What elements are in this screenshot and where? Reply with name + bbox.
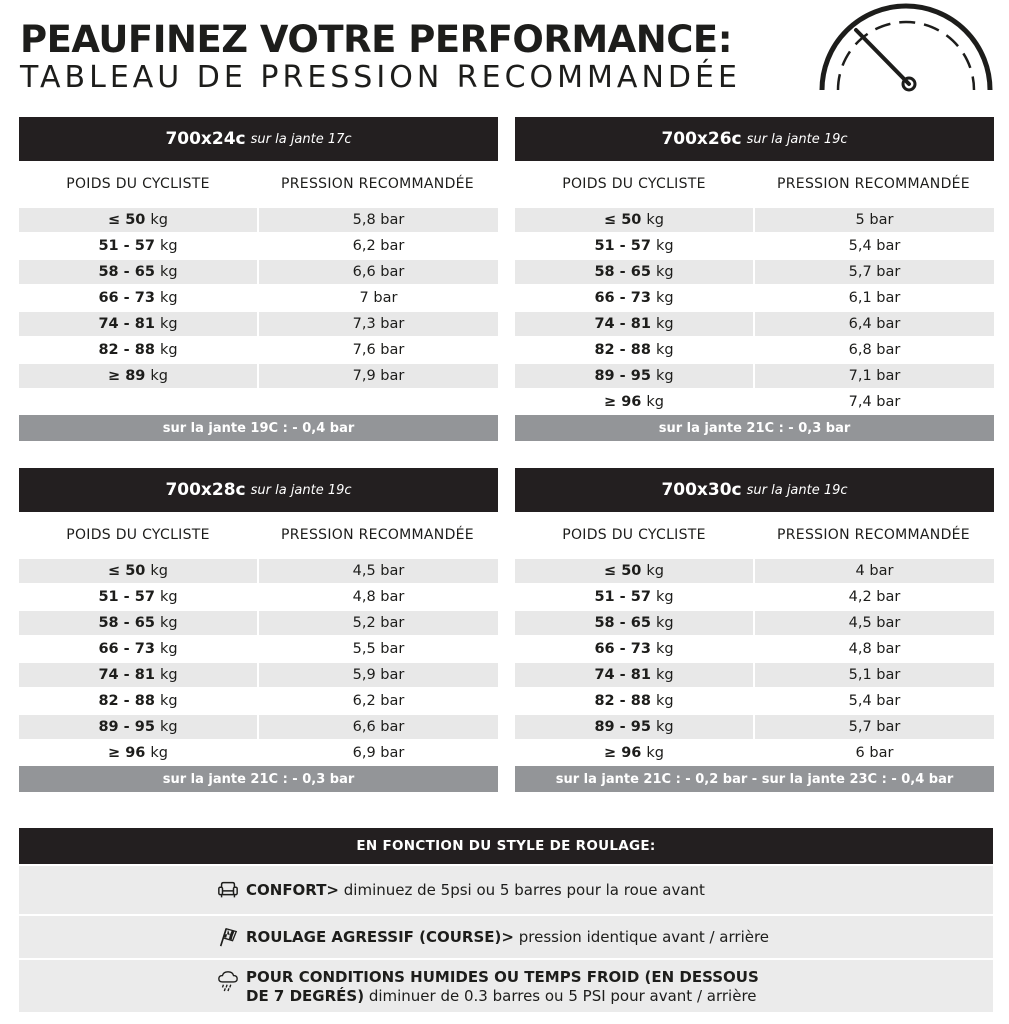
weight-unit: kg bbox=[655, 238, 674, 254]
rim-note: sur la jante 17c bbox=[250, 131, 352, 147]
weight-unit: kg bbox=[655, 589, 674, 605]
col-pressure: PRESSION RECOMMANDÉE bbox=[777, 527, 970, 543]
weight-range: 66 - 73 bbox=[594, 641, 651, 657]
weight-cell bbox=[19, 208, 257, 232]
armchair-icon bbox=[217, 879, 239, 901]
riding-style-panel bbox=[19, 828, 993, 1012]
rim-adjustment-footer: sur la jante 21C : - 0,3 bar bbox=[19, 766, 498, 792]
weight-cell bbox=[19, 663, 257, 687]
col-pressure: PRESSION RECOMMANDÉE bbox=[281, 176, 474, 192]
rain-cloud-icon bbox=[217, 970, 239, 992]
table-header bbox=[515, 468, 994, 512]
weight-range: 66 - 73 bbox=[594, 290, 651, 306]
rim-adjustment-footer: sur la jante 21C : - 0,2 bar - sur la jante 23C : - 0,4 bar bbox=[515, 766, 994, 792]
table-row bbox=[19, 363, 498, 389]
weight-cell bbox=[515, 559, 753, 583]
weight-cell bbox=[19, 741, 257, 765]
pressure-cell: 7 bar bbox=[359, 290, 398, 306]
weight-range: 89 - 95 bbox=[594, 368, 651, 384]
table-header bbox=[515, 117, 994, 161]
column-headers bbox=[19, 512, 498, 558]
weight-unit: kg bbox=[159, 342, 178, 358]
weight-range: ≤ 50 bbox=[604, 563, 642, 579]
weight-range: 58 - 65 bbox=[594, 264, 651, 280]
pressure-cell: 5,7 bar bbox=[755, 715, 994, 739]
pressure-cell: 5,1 bar bbox=[755, 663, 994, 687]
weight-cell bbox=[515, 741, 753, 765]
weight-range: 51 - 57 bbox=[594, 238, 651, 254]
weight-cell bbox=[515, 234, 753, 258]
table-row bbox=[515, 233, 994, 259]
weight-range: ≤ 50 bbox=[108, 563, 146, 579]
weight-cell bbox=[19, 338, 257, 362]
table-row bbox=[19, 285, 498, 311]
table-row bbox=[515, 636, 994, 662]
pressure-table-2 bbox=[19, 468, 498, 792]
table-row bbox=[515, 688, 994, 714]
weight-range: 89 - 95 bbox=[594, 719, 651, 735]
table-row bbox=[515, 662, 994, 688]
weight-range: 74 - 81 bbox=[594, 667, 651, 683]
weight-unit: kg bbox=[655, 290, 674, 306]
weight-cell bbox=[515, 286, 753, 310]
pressure-table-1 bbox=[515, 117, 994, 441]
pressure-cell: 6 bar bbox=[855, 745, 894, 761]
weight-cell bbox=[19, 715, 257, 739]
weight-unit: kg bbox=[646, 745, 664, 761]
pressure-cell: 5,2 bar bbox=[259, 611, 498, 635]
weight-range: 66 - 73 bbox=[98, 641, 155, 657]
pressure-cell: 6,2 bar bbox=[352, 693, 405, 709]
table-row bbox=[515, 610, 994, 636]
table-row bbox=[515, 337, 994, 363]
weight-cell bbox=[19, 364, 257, 388]
style-row-wet-cold bbox=[19, 960, 993, 1012]
pressure-cell: 4,5 bar bbox=[755, 611, 994, 635]
table-row bbox=[515, 714, 994, 740]
weight-range: 51 - 57 bbox=[594, 589, 651, 605]
table-row bbox=[515, 389, 994, 415]
table-row bbox=[19, 337, 498, 363]
table-row bbox=[19, 714, 498, 740]
weight-range: ≤ 50 bbox=[108, 212, 146, 228]
weight-cell bbox=[19, 286, 257, 310]
pressure-cell: 4,5 bar bbox=[259, 559, 498, 583]
column-headers bbox=[19, 161, 498, 207]
riding-style-heading: EN FONCTION DU STYLE DE ROULAGE: bbox=[19, 828, 993, 864]
weight-unit: kg bbox=[159, 290, 178, 306]
weight-cell bbox=[515, 208, 753, 232]
weight-unit: kg bbox=[159, 589, 178, 605]
wet-cold-label-line2: DE 7 DEGRÉS) bbox=[246, 987, 365, 1005]
weight-unit: kg bbox=[150, 368, 168, 384]
table-row bbox=[19, 584, 498, 610]
table-row bbox=[19, 207, 498, 233]
table-row bbox=[515, 259, 994, 285]
pressure-cell: 5,4 bar bbox=[848, 238, 901, 254]
pressure-cell: 5,8 bar bbox=[259, 208, 498, 232]
weight-range: ≥ 96 bbox=[604, 394, 642, 410]
rim-note: sur la jante 19c bbox=[746, 131, 848, 147]
wet-cold-text: diminuer de 0.3 barres ou 5 PSI pour avant / arrière bbox=[368, 987, 757, 1005]
weight-cell bbox=[19, 312, 257, 336]
tire-size: 700x26c bbox=[661, 129, 742, 149]
weight-cell bbox=[515, 585, 753, 609]
table-row bbox=[515, 363, 994, 389]
pressure-cell: 6,1 bar bbox=[848, 290, 901, 306]
weight-unit: kg bbox=[655, 342, 674, 358]
weight-unit: kg bbox=[150, 212, 168, 228]
weight-unit: kg bbox=[655, 667, 674, 683]
weight-unit: kg bbox=[159, 264, 178, 280]
weight-cell bbox=[515, 689, 753, 713]
weight-range: 74 - 81 bbox=[98, 667, 155, 683]
pressure-cell: 5,5 bar bbox=[352, 641, 405, 657]
weight-cell bbox=[19, 559, 257, 583]
table-header bbox=[19, 117, 498, 161]
table-row bbox=[19, 740, 498, 766]
weight-unit: kg bbox=[159, 641, 178, 657]
table-row bbox=[515, 285, 994, 311]
checkered-flag-icon bbox=[217, 926, 239, 948]
weight-range: 82 - 88 bbox=[594, 342, 651, 358]
table-row bbox=[19, 259, 498, 285]
table-row bbox=[515, 558, 994, 584]
pressure-cell: 7,4 bar bbox=[848, 394, 901, 410]
style-row-comfort bbox=[19, 866, 993, 914]
weight-cell bbox=[515, 390, 753, 414]
pressure-cell: 7,1 bar bbox=[755, 364, 994, 388]
weight-range: 89 - 95 bbox=[98, 719, 155, 735]
weight-unit: kg bbox=[150, 745, 168, 761]
table-row bbox=[19, 662, 498, 688]
weight-range: 58 - 65 bbox=[98, 615, 155, 631]
pressure-cell: 5,7 bar bbox=[755, 260, 994, 284]
weight-unit: kg bbox=[655, 719, 674, 735]
weight-range: ≥ 89 bbox=[108, 368, 146, 384]
table-row bbox=[515, 740, 994, 766]
weight-unit: kg bbox=[159, 667, 178, 683]
wet-cold-label-line1: POUR CONDITIONS HUMIDES OU TEMPS FROID (EN DESSOUS bbox=[246, 968, 759, 986]
pressure-cell: 7,6 bar bbox=[352, 342, 405, 358]
tire-size: 700x28c bbox=[165, 480, 246, 500]
weight-cell bbox=[19, 637, 257, 661]
weight-unit: kg bbox=[159, 615, 178, 631]
aggressive-label: ROULAGE AGRESSIF (COURSE)> bbox=[246, 928, 514, 946]
pressure-cell: 5 bar bbox=[755, 208, 994, 232]
weight-range: 51 - 57 bbox=[98, 589, 155, 605]
col-pressure: PRESSION RECOMMANDÉE bbox=[777, 176, 970, 192]
weight-unit: kg bbox=[159, 693, 178, 709]
pressure-cell: 6,6 bar bbox=[259, 715, 498, 739]
pressure-cell: 6,6 bar bbox=[259, 260, 498, 284]
weight-range: 82 - 88 bbox=[594, 693, 651, 709]
col-pressure: PRESSION RECOMMANDÉE bbox=[281, 527, 474, 543]
weight-unit: kg bbox=[159, 238, 178, 254]
weight-range: ≥ 96 bbox=[108, 745, 146, 761]
weight-cell bbox=[19, 585, 257, 609]
pressure-table-0 bbox=[19, 117, 498, 441]
pressure-cell: 4,8 bar bbox=[352, 589, 405, 605]
tire-size: 700x30c bbox=[661, 480, 742, 500]
column-headers bbox=[515, 161, 994, 207]
weight-unit: kg bbox=[159, 719, 178, 735]
weight-range: 51 - 57 bbox=[98, 238, 155, 254]
table-row bbox=[19, 688, 498, 714]
table-row bbox=[19, 636, 498, 662]
weight-cell bbox=[515, 364, 753, 388]
weight-cell bbox=[515, 338, 753, 362]
table-row bbox=[19, 610, 498, 636]
weight-cell bbox=[515, 715, 753, 739]
weight-range: 58 - 65 bbox=[594, 615, 651, 631]
weight-range: 82 - 88 bbox=[98, 693, 155, 709]
weight-unit: kg bbox=[150, 563, 168, 579]
weight-range: 66 - 73 bbox=[98, 290, 155, 306]
rim-adjustment-footer: sur la jante 21C : - 0,3 bar bbox=[515, 415, 994, 441]
table-row bbox=[515, 311, 994, 337]
table-row bbox=[19, 311, 498, 337]
weight-unit: kg bbox=[655, 264, 674, 280]
col-weight: POIDS DU CYCLISTE bbox=[562, 527, 706, 543]
weight-cell bbox=[515, 312, 753, 336]
table-header bbox=[19, 468, 498, 512]
pressure-cell: 6,9 bar bbox=[352, 745, 405, 761]
weight-range: 58 - 65 bbox=[98, 264, 155, 280]
weight-unit: kg bbox=[159, 316, 178, 332]
pressure-cell: 6,2 bar bbox=[352, 238, 405, 254]
weight-range: ≥ 96 bbox=[604, 745, 642, 761]
weight-range: 74 - 81 bbox=[98, 316, 155, 332]
weight-cell bbox=[19, 234, 257, 258]
table-row bbox=[515, 207, 994, 233]
pressure-cell: 6,4 bar bbox=[755, 312, 994, 336]
weight-unit: kg bbox=[646, 394, 664, 410]
col-weight: POIDS DU CYCLISTE bbox=[562, 176, 706, 192]
weight-unit: kg bbox=[655, 316, 674, 332]
pressure-cell: 4 bar bbox=[755, 559, 994, 583]
pressure-cell: 5,9 bar bbox=[259, 663, 498, 687]
pressure-cell: 7,9 bar bbox=[259, 364, 498, 388]
style-row-aggressive bbox=[19, 916, 993, 958]
pressure-cell: 4,2 bar bbox=[848, 589, 901, 605]
page-subtitle: TABLEAU DE PRESSION RECOMMANDÉE bbox=[20, 60, 741, 95]
weight-unit: kg bbox=[655, 641, 674, 657]
column-headers bbox=[515, 512, 994, 558]
col-weight: POIDS DU CYCLISTE bbox=[66, 527, 210, 543]
weight-unit: kg bbox=[655, 615, 674, 631]
pressure-table-3 bbox=[515, 468, 994, 792]
weight-cell bbox=[515, 637, 753, 661]
weight-cell bbox=[19, 611, 257, 635]
rim-note: sur la jante 19c bbox=[250, 482, 352, 498]
weight-cell bbox=[19, 260, 257, 284]
pressure-cell: 7,3 bar bbox=[259, 312, 498, 336]
comfort-text: diminuez de 5psi ou 5 barres pour la roue avant bbox=[343, 881, 705, 899]
pressure-cell: 5,4 bar bbox=[848, 693, 901, 709]
table-row bbox=[19, 233, 498, 259]
weight-unit: kg bbox=[646, 563, 664, 579]
aggressive-text: pression identique avant / arrière bbox=[518, 928, 770, 946]
weight-range: 74 - 81 bbox=[594, 316, 651, 332]
weight-cell bbox=[515, 260, 753, 284]
weight-unit: kg bbox=[646, 212, 664, 228]
pressure-cell: 4,8 bar bbox=[848, 641, 901, 657]
weight-range: ≤ 50 bbox=[604, 212, 642, 228]
rim-note: sur la jante 19c bbox=[746, 482, 848, 498]
weight-cell bbox=[19, 689, 257, 713]
weight-cell bbox=[515, 611, 753, 635]
speedometer-icon bbox=[816, 2, 996, 97]
col-weight: POIDS DU CYCLISTE bbox=[66, 176, 210, 192]
pressure-cell: 6,8 bar bbox=[848, 342, 901, 358]
weight-cell bbox=[515, 663, 753, 687]
weight-range: 82 - 88 bbox=[98, 342, 155, 358]
table-row bbox=[515, 584, 994, 610]
comfort-label: CONFORT> bbox=[246, 881, 339, 899]
page-title: PEAUFINEZ VOTRE PERFORMANCE: bbox=[20, 18, 732, 61]
rim-adjustment-footer: sur la jante 19C : - 0,4 bar bbox=[19, 415, 498, 441]
tire-size: 700x24c bbox=[165, 129, 246, 149]
table-row bbox=[19, 558, 498, 584]
weight-unit: kg bbox=[655, 368, 674, 384]
weight-unit: kg bbox=[655, 693, 674, 709]
